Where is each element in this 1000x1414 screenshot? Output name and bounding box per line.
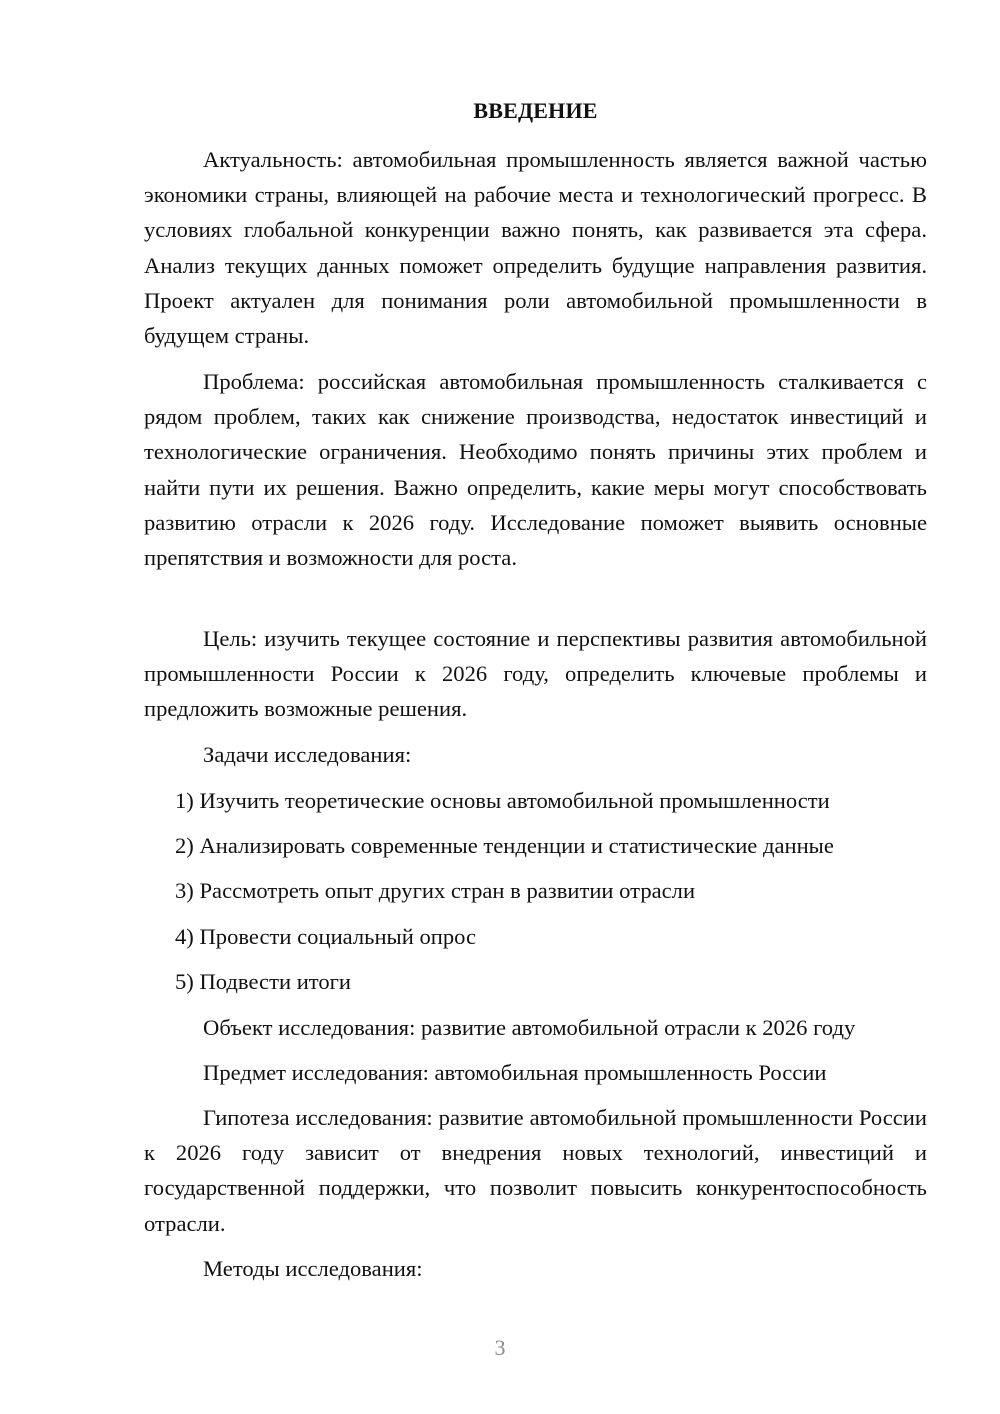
page-number: 3 [494,1335,506,1360]
tasks-heading: Задачи исследования: [203,742,412,767]
task-item-1: 1) Изучить теоретические основы автомобильной промышленности [175,788,830,813]
page-title: ВВЕДЕНИЕ [473,98,598,123]
task-item-4: 4) Провести социальный опрос [175,924,477,949]
relevance-paragraph: Актуальность: автомобильная промышленность является важной частью экономики страны, влияющей на рабочие места и технологический прогресс. В условиях глобальной конкуренции важно понять, как развивается эта сфера. Анализ текущих данных поможет определить будущие направления развития. Проект актуален для понимания роли автомобильной промышленности в будущем страны. [144,147,927,349]
subject-paragraph: Предмет исследования: автомобильная промышленность России [203,1060,827,1085]
problem-paragraph: Проблема: российская автомобильная промышленность сталкивается с рядом проблем, таких как снижение производства, недостаток инвестиций и технологические ограничения. Необходимо понять причины этих проблем и найти пути их решения. Важно определить, какие меры могут способствовать развитию отрасли к 2026 году. Исследование поможет выявить основные препятствия и возможности для роста. [144,369,927,571]
task-item-5: 5) Подвести итоги [175,969,352,994]
goal-paragraph: Цель: изучить текущее состояние и перспективы развития автомобильной промышленности России к 2026 году, определить ключевые проблемы и предложить возможные решения. [144,626,927,722]
task-item-3: 3) Рассмотреть опыт других стран в развитии отрасли [175,878,696,903]
task-item-2: 2) Анализировать современные тенденции и статистические данные [175,833,834,858]
hypothesis-paragraph: Гипотеза исследования: развитие автомобильной промышленности России к 2026 году зависит от внедрения новых технологий, инвестиций и государственной поддержки, что позволит повысить конкурентоспособность отрасли. [144,1105,927,1236]
object-paragraph: Объект исследования: развитие автомобильной отрасли к 2026 году [203,1015,856,1040]
methods-heading: Методы исследования: [203,1256,423,1281]
